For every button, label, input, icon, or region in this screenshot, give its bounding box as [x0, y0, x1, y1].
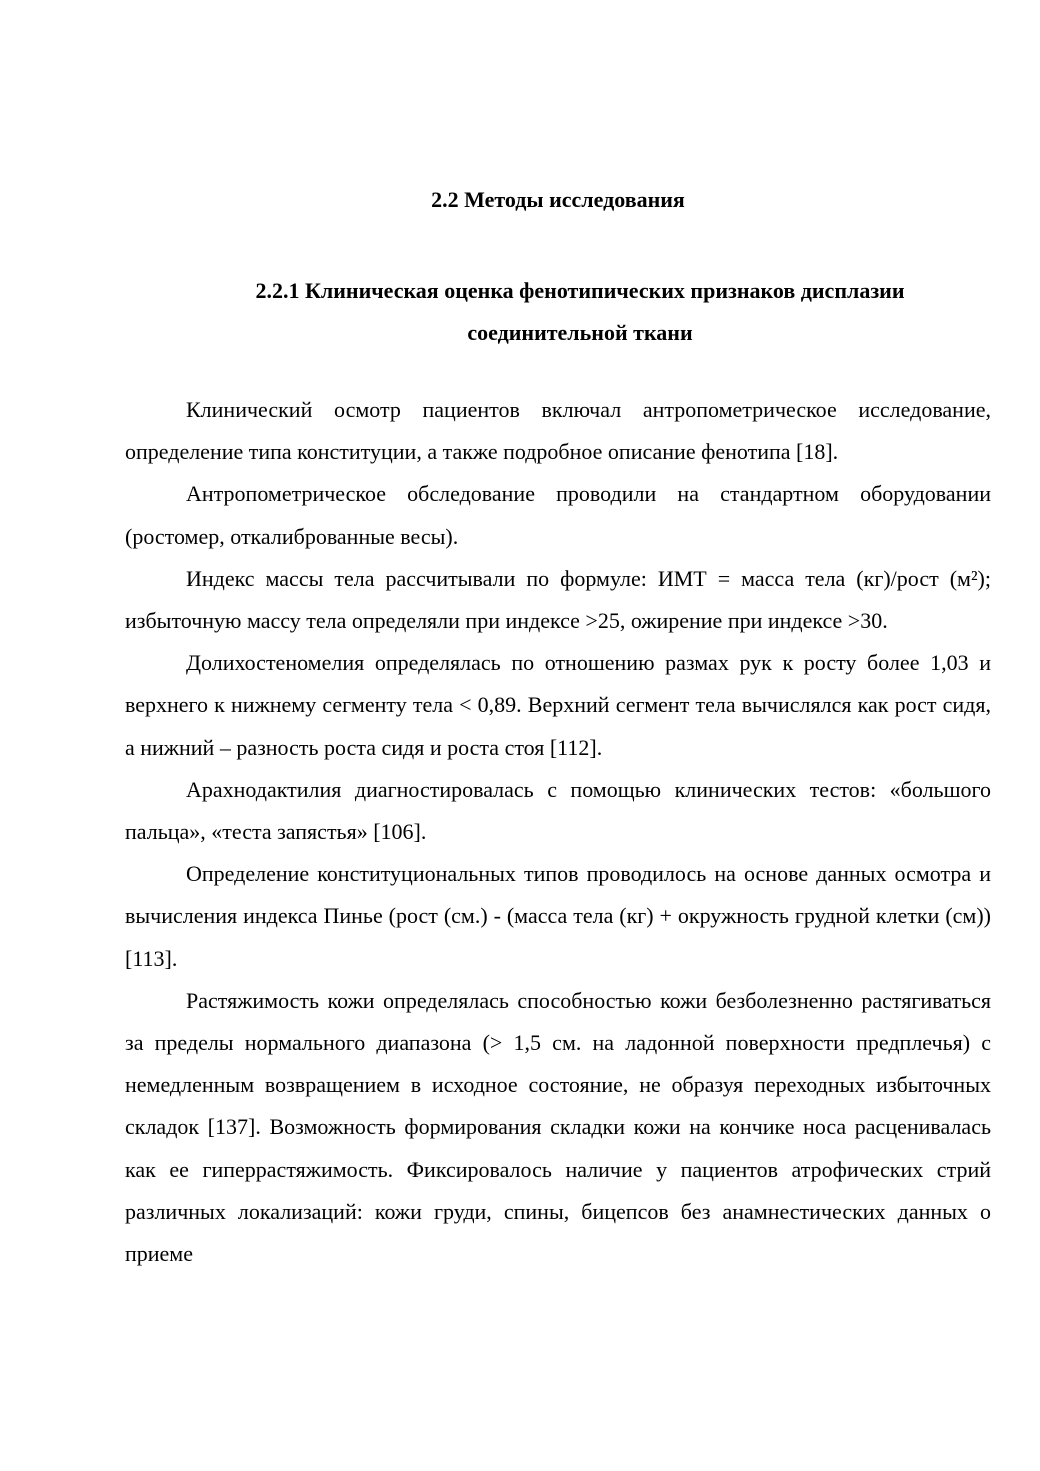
section-title: 2.2 Методы исследования	[431, 187, 685, 212]
paragraph-bmi: Индекс массы тела рассчитывали по формуле: ИМТ = масса тела (кг)/рост (м²); избыточную массу тела определяли при индексе >25, ожирение при индексе >30.	[125, 565, 991, 634]
paragraph-arachnodactyly: Арахнодактилия диагностировалась с помощью клинических тестов: «большого пальца», «теста запястья» [106].	[125, 776, 991, 845]
paragraph-clinical-exam: Клинический осмотр пациентов включал антропометрическое исследование, определение типа конституции, а также подробное описание фенотипа [18].	[125, 397, 991, 465]
paragraph-skin-extensibility: Растяжимость кожи определялась способностью кожи безболезненно растягиваться за пределы нормального диапазона (> 1,5 см. на ладонной поверхности предплечья) с немедленным возвращением в исходное состояние, не образуя переходных избыточных складок [137]. Возможность формирования складки кожи на кончике носа расценивалась как ее гиперрастяжимость. Фиксировалось наличие у пациентов атрофических стрий различных локализаций: кожи груди, спины, бицепсов без анамнестических данных о приеме	[125, 987, 991, 1267]
paragraph-anthropometry: Антропометрическое обследование проводили на стандартном оборудовании (ростомер, откалиброванные весы).	[125, 481, 991, 549]
body-text	[125, 389, 991, 1275]
subsection-title: 2.2.1 Клиническая оценка фенотипических признаков дисплазии соединительной ткани	[255, 278, 905, 345]
paragraph-dolichostenomelia: Долихостеномелия определялась по отношению размах рук к росту более 1,03 и верхнего к нижнему сегменту тела < 0,89. Верхний сегмент тела вычислялся как рост сидя, а нижний – разность роста сидя и роста стоя [112].	[125, 650, 991, 760]
paragraph-constitution-types: Определение конституциональных типов проводилось на основе данных осмотра и вычисления индекса Пинье (рост (см.) - (масса тела (кг) + окружность грудной клетки (см)) [113].	[125, 861, 991, 971]
